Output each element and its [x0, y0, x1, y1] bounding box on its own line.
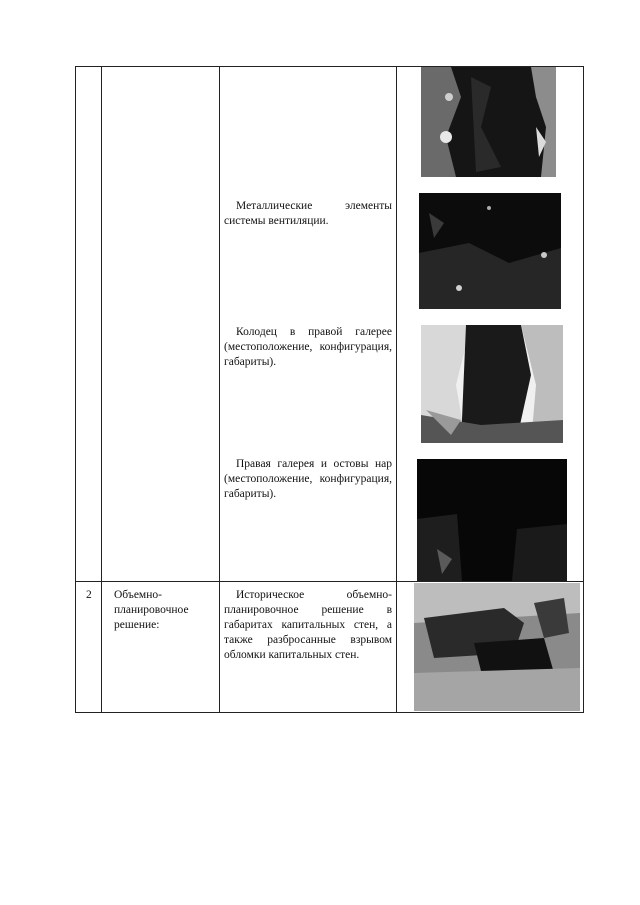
- inspection-table: [75, 66, 584, 713]
- walls-photo-icon: [414, 583, 580, 711]
- column-divider: [396, 67, 397, 713]
- ruin-photo-icon: [421, 67, 556, 177]
- description-gallery: Правая галерея и остовы нар (местоположение, конфигурация, габариты).: [224, 458, 392, 500]
- well-photo-icon: [421, 325, 563, 443]
- description-well: Колодец в правой галерее (местоположение, конфигурация, габариты).: [224, 326, 392, 368]
- row-number: 2: [86, 589, 92, 601]
- column-divider: [101, 67, 102, 713]
- table-border-bottom: [76, 712, 584, 713]
- gallery-photo-icon: [417, 459, 567, 581]
- description-ventilation: Металлические элементы системы вентиляции.: [224, 200, 392, 227]
- row-name: Объемно-планировочное решение:: [114, 589, 189, 631]
- column-divider: [219, 67, 220, 713]
- ventilation-photo-icon: [419, 193, 561, 309]
- table-border-right: [583, 67, 584, 713]
- description-planning: Историческое объемно-планировочное решение в габаритах капитальных стен, а также разбросанные взрывом обломки капитальных стен.: [224, 589, 392, 661]
- row-divider: [76, 581, 584, 582]
